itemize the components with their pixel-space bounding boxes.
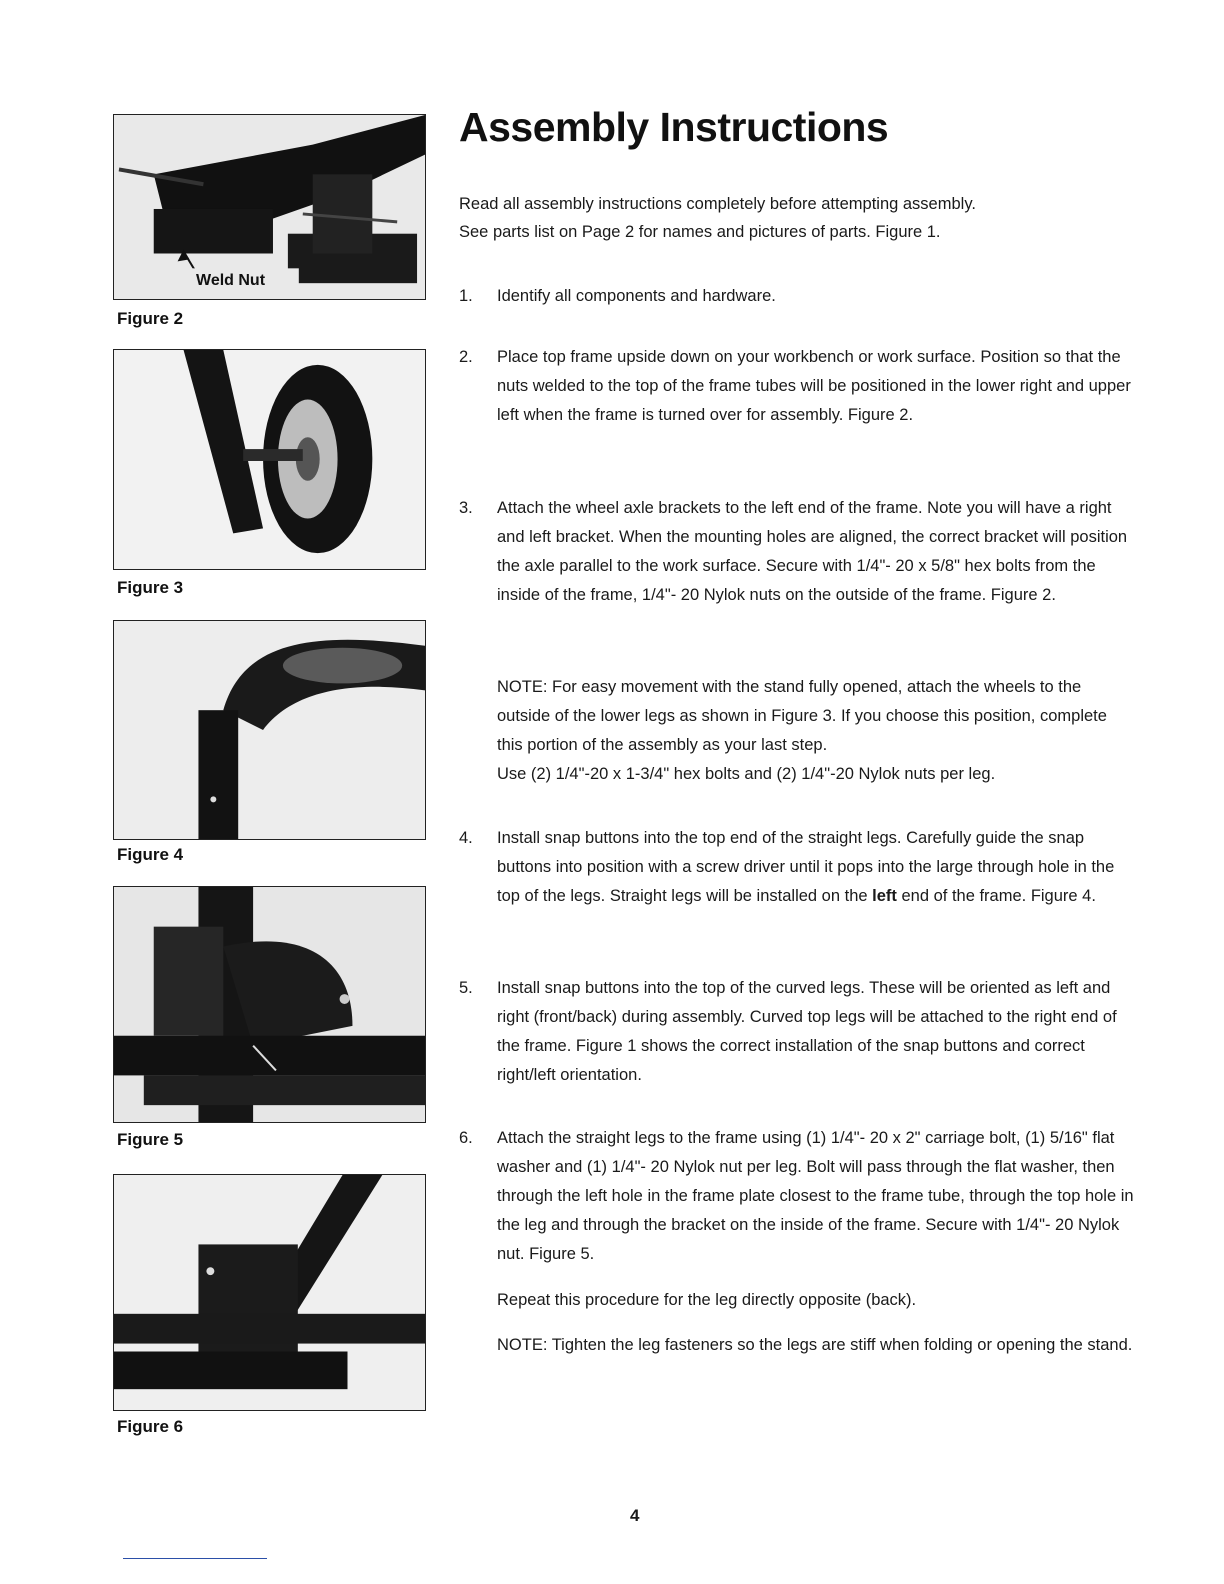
figure-6-caption: Figure 6 (117, 1417, 184, 1436)
figure-5-image (113, 886, 426, 1123)
step-6 (459, 1124, 1139, 1269)
step-text: Attach the straight legs to the frame using (1) 1/4"- 20 x 2" carriage bolt, (1) 5/16" flat washer and (1) 1/4"- 20 Nylok nut per leg. Bolt will pass through the flat washer, then through the left hole in the frame plate closest to the frame tube, through the top hole in the leg and through the bracket on the inside of the frame. Secure with 1/4"- 20 Nylok nut. Figure 5. (497, 1129, 1134, 1263)
figure-6-image (113, 1174, 426, 1411)
intro-paragraph (459, 190, 1139, 246)
intro-line-2: See parts list on Page 2 for names and pictures of parts. Figure 1. (459, 223, 941, 241)
step-text-part: Install snap buttons into the top end of the straight legs. Carefully guide the snap buttons into position with a screw driver until it pops into the large through hole in the top of the legs. Straight legs will be installed on the (497, 829, 1115, 905)
leg-bracket-bolt-photo (114, 887, 425, 1122)
note-text: NOTE: For easy movement with the stand fully opened, attach the wheels to the outside of the lower legs as shown in Figure 3. If you choose this position, complete this portion of the assembly as your last step. (497, 678, 1107, 754)
step-text: Place top frame upside down on your workbench or work surface. Position so that the nuts welded to the top of the frame tubes will be positioned in the lower right and upper left when the frame is turned over for assembly. Figure 2. (497, 348, 1131, 424)
page-number: 4 (630, 1506, 640, 1525)
intro-line-1: Read all assembly instructions completely before attempting assembly. (459, 195, 976, 213)
note-text: NOTE: Tighten the leg fasteners so the legs are stiff when folding or opening the stand. (497, 1336, 1133, 1354)
figure-3-image (113, 349, 426, 570)
figure-4-image (113, 620, 426, 840)
step-text: Install snap buttons into the top of the curved legs. These will be oriented as left and right (front/back) during assembly. Curved top legs will be attached to the right end of the frame. Figure 1 shows the correct installation of the snap buttons and correct right/left orientation. (497, 979, 1117, 1084)
step-text: Identify all components and hardware. (497, 287, 776, 305)
frame-weld-nut-photo (114, 115, 425, 299)
figure-3-caption: Figure 3 (117, 578, 184, 597)
wheel-leg-photo (114, 350, 425, 569)
figure-2-caption: Figure 2 (117, 309, 184, 328)
leg-frame-plate-photo (114, 1175, 425, 1410)
step-1 (459, 282, 1139, 311)
step-text (497, 824, 1139, 911)
note-text: Repeat this procedure for the leg directly opposite (back). (497, 1291, 917, 1309)
step-number: 3. (459, 499, 473, 517)
step-text: Attach the wheel axle brackets to the left end of the frame. Note you will have a right and left bracket. When the mounting holes are aligned, the correct bracket will position the axle parallel to the work surface. Secure with 1/4"- 20 x 5/8" hex bolts from the inside of the frame, 1/4"- 20 Nylok nuts on the outside of the frame. Figure 2. (497, 499, 1128, 604)
step-number: 2. (459, 348, 473, 366)
note-wheels (497, 673, 1137, 789)
step-4 (459, 824, 1139, 911)
note-repeat-and-tighten (497, 1286, 1137, 1360)
straight-leg-snap-button-photo (114, 621, 425, 839)
figure-2-image (113, 114, 426, 300)
step-text-part: end of the frame. Figure 4. (896, 887, 1096, 905)
figure-4-caption: Figure 4 (117, 845, 184, 864)
step-2 (459, 343, 1139, 430)
page-title: Assembly Instructions (459, 104, 889, 150)
step-text-bold: left (872, 887, 897, 905)
step-3 (459, 494, 1139, 610)
step-number: 4. (459, 829, 473, 847)
footer-rule (123, 1558, 267, 1559)
weld-nut-callout: Weld Nut (196, 272, 266, 289)
step-number: 1. (459, 287, 473, 305)
figure-5-caption: Figure 5 (117, 1130, 184, 1149)
step-number: 6. (459, 1129, 473, 1147)
step-5 (459, 974, 1139, 1090)
step-number: 5. (459, 979, 473, 997)
note-text: Use (2) 1/4"-20 x 1-3/4" hex bolts and (2) 1/4"-20 Nylok nuts per leg. (497, 765, 996, 783)
